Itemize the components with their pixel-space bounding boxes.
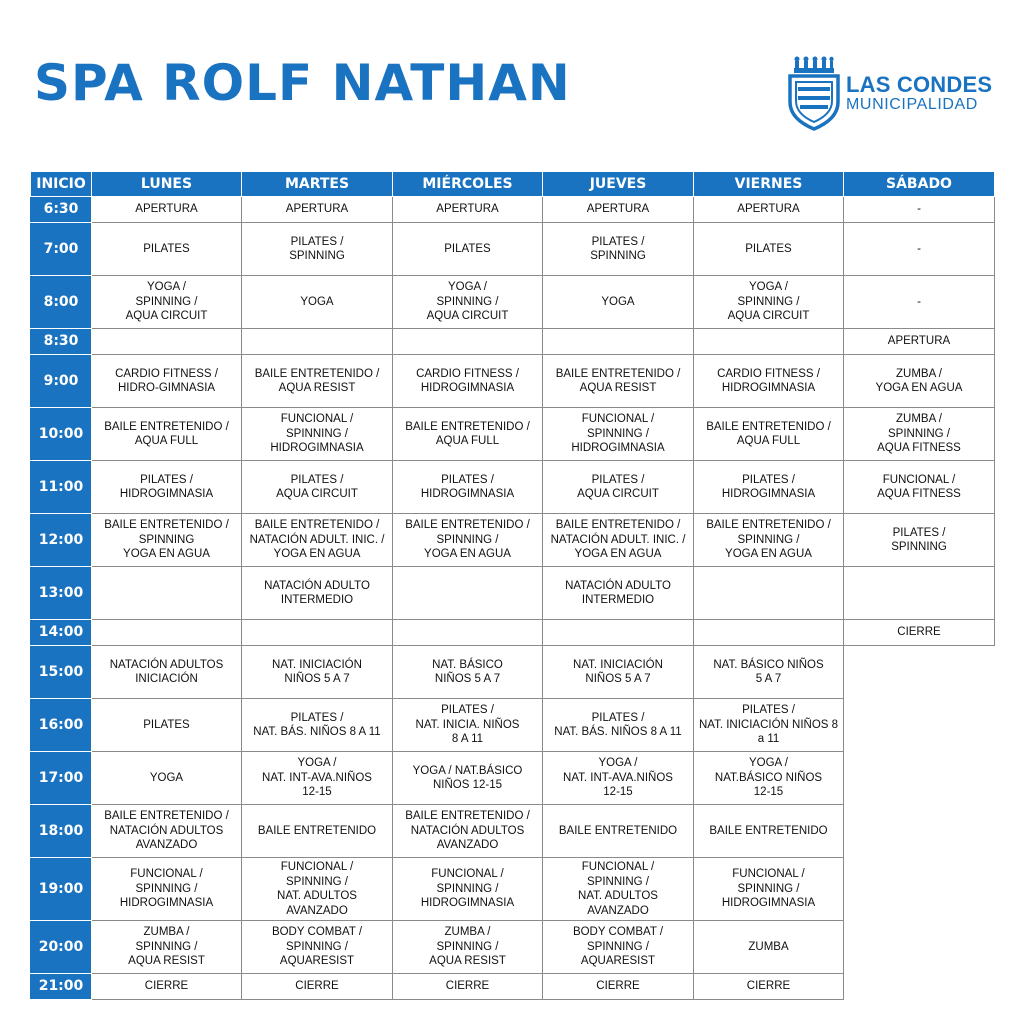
class-cell: PILATES / HIDROGIMNASIA <box>694 461 844 514</box>
table-row <box>31 805 995 858</box>
class-cell: - <box>844 276 995 329</box>
class-cell: BAILE ENTRETENIDO <box>242 805 393 858</box>
table-row <box>31 329 995 355</box>
header-jueves: JUEVES <box>543 172 694 197</box>
empty-cell <box>844 699 995 752</box>
class-cell: FUNCIONAL / SPINNING / HIDROGIMNASIA <box>242 408 393 461</box>
class-cell: YOGA <box>543 276 694 329</box>
table-row <box>31 858 995 921</box>
class-cell: YOGA <box>92 752 242 805</box>
class-cell: YOGA / SPINNING / AQUA CIRCUIT <box>694 276 844 329</box>
empty-cell <box>844 921 995 974</box>
class-cell <box>543 620 694 646</box>
class-cell: YOGA / SPINNING / AQUA CIRCUIT <box>393 276 543 329</box>
class-cell: PILATES / HIDROGIMNASIA <box>393 461 543 514</box>
class-cell: APERTURA <box>543 197 694 223</box>
class-cell: BODY COMBAT / SPINNING / AQUARESIST <box>543 921 694 974</box>
class-cell: BAILE ENTRETENIDO / AQUA FULL <box>92 408 242 461</box>
shield-crown-icon <box>786 56 842 132</box>
table-row <box>31 461 995 514</box>
class-cell <box>242 329 393 355</box>
class-cell: NAT. INICIACIÓN NIÑOS 5 A 7 <box>543 646 694 699</box>
class-cell: PILATES / NAT. INICIACIÓN NIÑOS 8 a 11 <box>694 699 844 752</box>
logo-line-2: MUNICIPALIDAD <box>846 96 978 113</box>
class-cell: PILATES / SPINNING <box>543 223 694 276</box>
class-cell: YOGA / SPINNING / AQUA CIRCUIT <box>92 276 242 329</box>
time-cell: 13:00 <box>31 567 92 620</box>
empty-cell <box>844 974 995 1000</box>
class-cell: PILATES <box>694 223 844 276</box>
class-cell: CIERRE <box>844 620 995 646</box>
time-cell: 8:30 <box>31 329 92 355</box>
class-cell: FUNCIONAL / AQUA FITNESS <box>844 461 995 514</box>
empty-cell <box>844 646 995 699</box>
class-cell: PILATES / AQUA CIRCUIT <box>242 461 393 514</box>
class-cell: NAT. INICIACIÓN NIÑOS 5 A 7 <box>242 646 393 699</box>
class-cell: YOGA / NAT. INT-AVA.NIÑOS 12-15 <box>242 752 393 805</box>
class-cell <box>393 620 543 646</box>
class-cell: BODY COMBAT / SPINNING / AQUARESIST <box>242 921 393 974</box>
class-cell: ZUMBA <box>694 921 844 974</box>
schedule-header-row <box>31 172 995 197</box>
class-cell: CIERRE <box>543 974 694 1000</box>
class-cell: BAILE ENTRETENIDO / AQUA RESIST <box>543 355 694 408</box>
class-cell: BAILE ENTRETENIDO / SPINNING / YOGA EN AGUA <box>694 514 844 567</box>
time-cell: 11:00 <box>31 461 92 514</box>
class-cell: NATACIÓN ADULTO INTERMEDIO <box>543 567 694 620</box>
time-cell: 14:00 <box>31 620 92 646</box>
class-cell: BAILE ENTRETENIDO / SPINNING YOGA EN AGUA <box>92 514 242 567</box>
class-cell <box>92 567 242 620</box>
table-row <box>31 646 995 699</box>
las-condes-logo <box>786 56 996 132</box>
class-cell: FUNCIONAL / SPINNING / HIDROGIMNASIA <box>543 408 694 461</box>
empty-cell <box>844 752 995 805</box>
class-cell: PILATES / SPINNING <box>242 223 393 276</box>
class-cell: CARDIO FITNESS / HIDRO-GIMNASIA <box>92 355 242 408</box>
table-row <box>31 355 995 408</box>
class-cell: PILATES / SPINNING <box>844 514 995 567</box>
class-cell <box>694 329 844 355</box>
class-cell: BAILE ENTRETENIDO / AQUA FULL <box>694 408 844 461</box>
class-cell: - <box>844 223 995 276</box>
class-cell: NATACIÓN ADULTOS INICIACIÓN <box>92 646 242 699</box>
class-cell: CIERRE <box>92 974 242 1000</box>
time-cell: 16:00 <box>31 699 92 752</box>
time-cell: 17:00 <box>31 752 92 805</box>
class-cell: PILATES / NAT. BÁS. NIÑOS 8 A 11 <box>242 699 393 752</box>
class-cell: ZUMBA / SPINNING / AQUA FITNESS <box>844 408 995 461</box>
class-cell: NAT. BÁSICO NIÑOS 5 A 7 <box>694 646 844 699</box>
class-cell: PILATES <box>393 223 543 276</box>
header-inicio: INICIO <box>31 172 92 197</box>
header-martes: MARTES <box>242 172 393 197</box>
class-cell: NAT. BÁSICO NIÑOS 5 A 7 <box>393 646 543 699</box>
class-cell: CIERRE <box>242 974 393 1000</box>
time-cell: 20:00 <box>31 921 92 974</box>
empty-cell <box>844 858 995 921</box>
class-cell: CARDIO FITNESS / HIDROGIMNASIA <box>393 355 543 408</box>
time-cell: 19:00 <box>31 858 92 921</box>
class-cell: CARDIO FITNESS / HIDROGIMNASIA <box>694 355 844 408</box>
class-cell: PILATES / HIDROGIMNASIA <box>92 461 242 514</box>
table-row <box>31 752 995 805</box>
class-cell: FUNCIONAL / SPINNING / HIDROGIMNASIA <box>694 858 844 921</box>
time-cell: 6:30 <box>31 197 92 223</box>
class-cell <box>543 329 694 355</box>
class-cell: BAILE ENTRETENIDO / NATACIÓN ADULT. INIC. / YOGA EN AGUA <box>543 514 694 567</box>
class-cell: CIERRE <box>694 974 844 1000</box>
table-row <box>31 974 995 1000</box>
table-row <box>31 699 995 752</box>
class-cell <box>393 567 543 620</box>
class-cell <box>694 567 844 620</box>
table-row <box>31 620 995 646</box>
class-cell <box>694 620 844 646</box>
page-title: SPA ROLF NATHAN <box>34 54 571 112</box>
schedule-table <box>30 171 995 1000</box>
class-cell: APERTURA <box>393 197 543 223</box>
class-cell <box>242 620 393 646</box>
header-miercoles: MIÉRCOLES <box>393 172 543 197</box>
header-sabado: SÁBADO <box>844 172 995 197</box>
time-cell: 18:00 <box>31 805 92 858</box>
class-cell: FUNCIONAL / SPINNING / HIDROGIMNASIA <box>393 858 543 921</box>
table-row <box>31 567 995 620</box>
time-cell: 7:00 <box>31 223 92 276</box>
class-cell: APERTURA <box>844 329 995 355</box>
class-cell: FUNCIONAL / SPINNING / NAT. ADULTOS AVANZADO <box>242 858 393 921</box>
class-cell: BAILE ENTRETENIDO / NATACIÓN ADULT. INIC. / YOGA EN AGUA <box>242 514 393 567</box>
table-row <box>31 921 995 974</box>
class-cell <box>92 329 242 355</box>
time-cell: 8:00 <box>31 276 92 329</box>
class-cell: BAILE ENTRETENIDO / NATACIÓN ADULTOS AVANZADO <box>393 805 543 858</box>
class-cell: - <box>844 197 995 223</box>
class-cell: PILATES <box>92 223 242 276</box>
time-cell: 9:00 <box>31 355 92 408</box>
class-cell: YOGA / NAT. INT-AVA.NIÑOS 12-15 <box>543 752 694 805</box>
header-lunes: LUNES <box>92 172 242 197</box>
class-cell: APERTURA <box>694 197 844 223</box>
class-cell: FUNCIONAL / SPINNING / HIDROGIMNASIA <box>92 858 242 921</box>
class-cell: PILATES / AQUA CIRCUIT <box>543 461 694 514</box>
table-row <box>31 197 995 223</box>
class-cell: PILATES / NAT. INICIA. NIÑOS 8 A 11 <box>393 699 543 752</box>
table-row <box>31 276 995 329</box>
class-cell: BAILE ENTRETENIDO <box>543 805 694 858</box>
class-cell: BAILE ENTRETENIDO / AQUA FULL <box>393 408 543 461</box>
class-cell: YOGA / NAT.BÁSICO NIÑOS 12-15 <box>393 752 543 805</box>
class-cell: FUNCIONAL / SPINNING / NAT. ADULTOS AVANZADO <box>543 858 694 921</box>
class-cell: NATACIÓN ADULTO INTERMEDIO <box>242 567 393 620</box>
class-cell: APERTURA <box>242 197 393 223</box>
time-cell: 15:00 <box>31 646 92 699</box>
class-cell: CIERRE <box>393 974 543 1000</box>
class-cell: ZUMBA / SPINNING / AQUA RESIST <box>92 921 242 974</box>
class-cell: YOGA / NAT.BÁSICO NIÑOS 12-15 <box>694 752 844 805</box>
class-cell: PILATES / NAT. BÁS. NIÑOS 8 A 11 <box>543 699 694 752</box>
class-cell: YOGA <box>242 276 393 329</box>
time-cell: 12:00 <box>31 514 92 567</box>
class-cell: BAILE ENTRETENIDO / SPINNING / YOGA EN AGUA <box>393 514 543 567</box>
table-row <box>31 408 995 461</box>
header-viernes: VIERNES <box>694 172 844 197</box>
class-cell: BAILE ENTRETENIDO <box>694 805 844 858</box>
class-cell <box>393 329 543 355</box>
class-cell: PILATES <box>92 699 242 752</box>
time-cell: 10:00 <box>31 408 92 461</box>
class-cell: BAILE ENTRETENIDO / NATACIÓN ADULTOS AVANZADO <box>92 805 242 858</box>
time-cell: 21:00 <box>31 974 92 1000</box>
class-cell: BAILE ENTRETENIDO / AQUA RESIST <box>242 355 393 408</box>
class-cell <box>844 567 995 620</box>
class-cell: ZUMBA / SPINNING / AQUA RESIST <box>393 921 543 974</box>
class-cell <box>92 620 242 646</box>
table-row <box>31 223 995 276</box>
empty-cell <box>844 805 995 858</box>
logo-line-1: LAS CONDES <box>846 72 993 97</box>
table-row <box>31 514 995 567</box>
class-cell: APERTURA <box>92 197 242 223</box>
class-cell: ZUMBA / YOGA EN AGUA <box>844 355 995 408</box>
